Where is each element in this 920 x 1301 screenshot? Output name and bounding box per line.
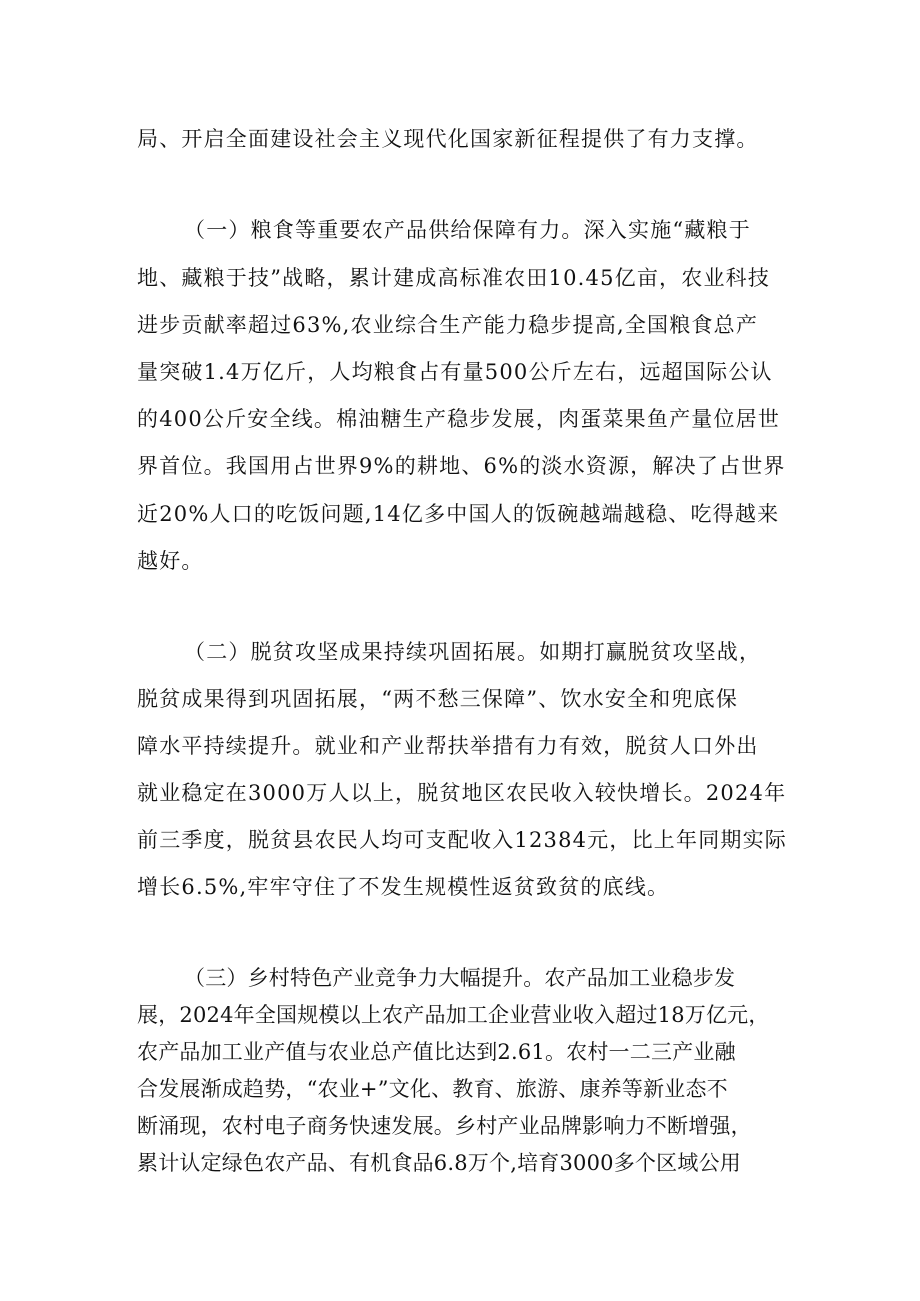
- text-line: 展，2024年全国规模以上农产品加工企业营业收入超过18万亿元，: [137, 1003, 770, 1027]
- text-line: 障水平持续提升。就业和产业帮扶举措有力有效，脱贫人口外出: [137, 734, 759, 758]
- text-line: 进步贡献率超过63%,农业综合生产能力稳步提高,全国粮食总产: [137, 313, 759, 337]
- text-line: 增长6.5%,牢牢守住了不发生规模性返贫致贫的底线。: [137, 875, 670, 899]
- text-line: 合发展渐成趋势，“农业+”文化、教育、旅游、康养等新业态不: [137, 1077, 728, 1101]
- section-1-heading-line: （一）粮食等重要农产品供给保障有力。深入实施“藏粮于: [184, 218, 751, 242]
- text-line: 近20%人口的吃饭问题,14亿多中国人的饭碗越端越稳、吃得越来: [137, 502, 780, 526]
- text-line: 断涌现，农村电子商务快速发展。乡村产业品牌影响力不断增强，: [137, 1114, 752, 1138]
- text-line: 就业稳定在3000万人以上，脱贫地区农民收入较快增长。2024年: [137, 781, 787, 805]
- text-line: 的400公斤安全线。棉油糖生产稳步发展，肉蛋菜果鱼产量位居世: [137, 407, 781, 431]
- text-line: 越好。: [137, 549, 204, 573]
- text-line: 农产品加工业产值与农业总产值比达到2.61。农村一二三产业融: [137, 1040, 736, 1064]
- text-line: 界首位。我国用占世界9%的耕地、6%的淡水资源，解决了占世界: [137, 454, 786, 478]
- text-line: 前三季度，脱贫县农民人均可支配收入12384元，比上年同期实际: [137, 828, 788, 852]
- text-line: 累计认定绿色农产品、有机食品6.8万个,培育3000多个区域公用: [137, 1151, 741, 1175]
- text-line: 地、藏粮于技”战略，累计建成高标准农田10.45亿亩，农业科技: [137, 266, 771, 290]
- text-line: 局、开启全面建设社会主义现代化国家新征程提供了有力支撑。: [137, 127, 759, 151]
- section-3-heading-line: （三）乡村特色产业竞争力大幅提升。农产品加工业稳步发: [184, 966, 736, 990]
- text-line: 脱贫成果得到巩固拓展，“两不愁三保障”、饮水安全和兜底保: [137, 687, 739, 711]
- text-line: 量突破1.4万亿斤，人均粮食占有量500公斤左右，远超国际公认: [137, 360, 773, 384]
- section-2-heading-line: （二）脱贫攻坚成果持续巩固拓展。如期打赢脱贫攻坚战，: [184, 640, 762, 664]
